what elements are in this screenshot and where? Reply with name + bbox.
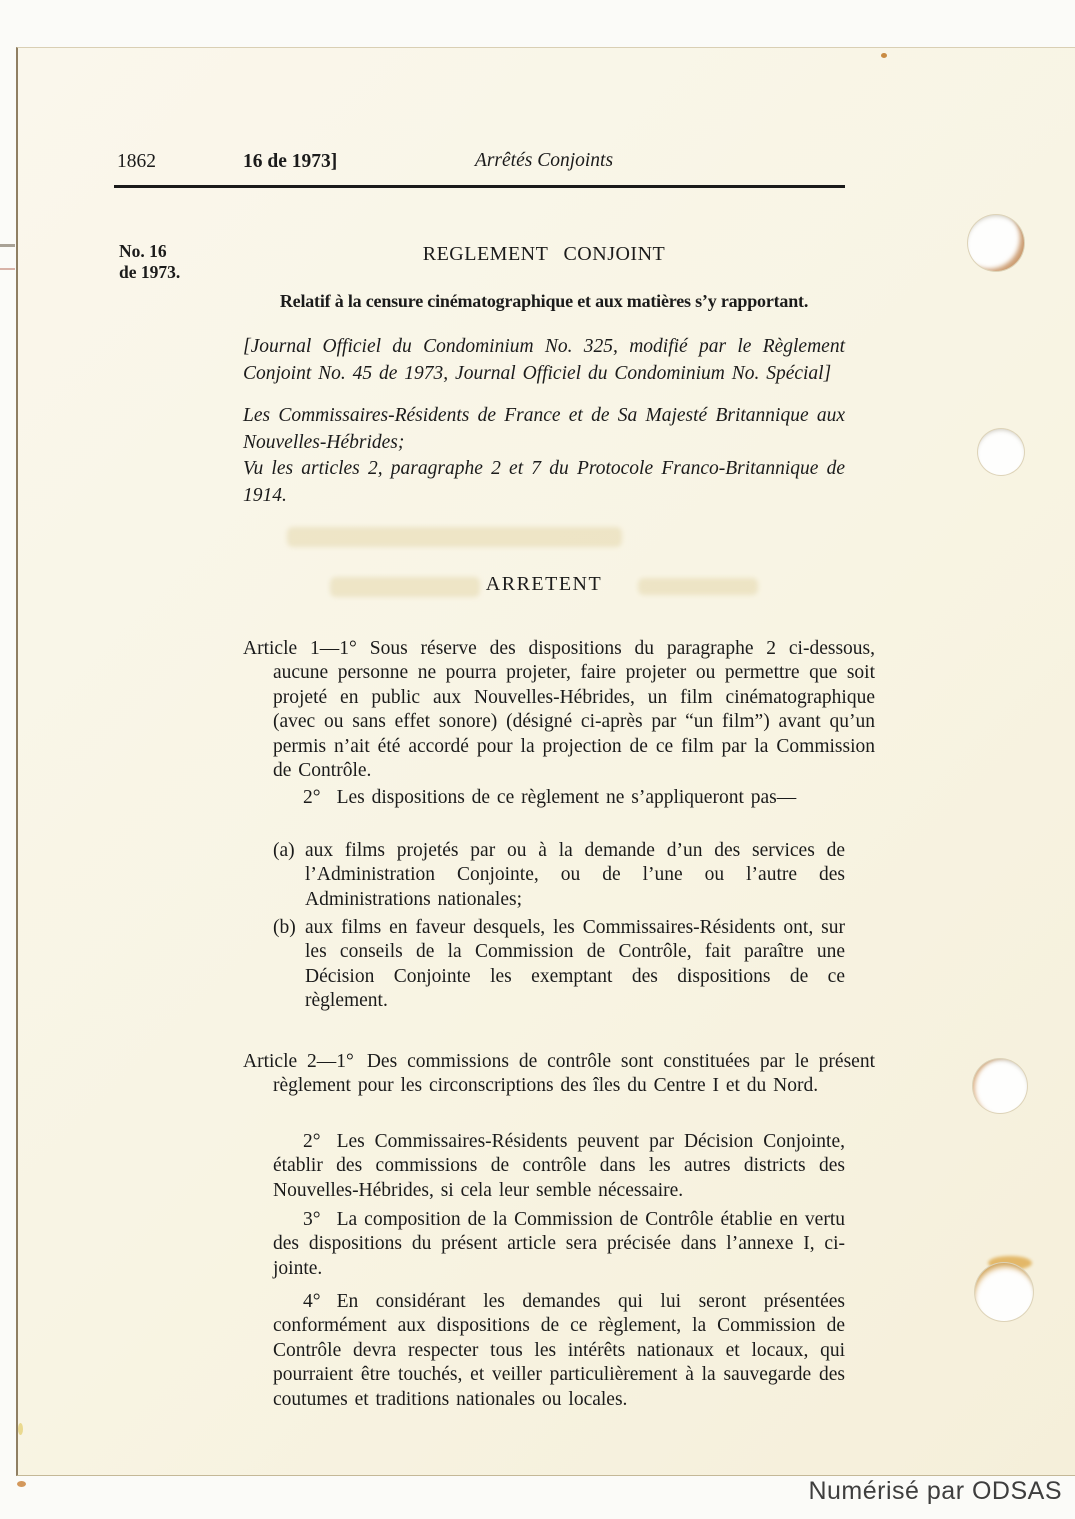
page-number: 1862: [117, 151, 156, 172]
article-2-paragraph-1: [243, 1050, 875, 1099]
header-rule: [114, 185, 845, 188]
running-title: Arrêtés Conjoints: [474, 150, 614, 171]
article-2-paragraph-2-text: Les Commissaires-Résidents peuvent par Décision Conjointe, établir des commissions de contrôle dans les autres districts des Nouvelles-Hébrides, si cela leur semble nécessaire.: [273, 1130, 845, 1201]
article-2-paragraph-2: [273, 1130, 845, 1204]
article-1-paragraph-2-text: Les dispositions de ce règlement ne s’appliqueront pas—: [336, 786, 797, 808]
enactment-heading: ARRETENT: [485, 573, 603, 595]
show-through-smudge: [287, 527, 622, 547]
punch-hole: [968, 215, 1024, 271]
paper-stain: [18, 1423, 23, 1435]
item-b-marker: (b): [273, 916, 296, 938]
rust-speck: [881, 53, 887, 58]
paragraph-3-marker: 3°: [303, 1208, 321, 1230]
scan-edge-mark: [0, 268, 15, 270]
article-2-label: Article 2—1°: [243, 1050, 354, 1072]
scan-edge-mark: [0, 244, 15, 247]
paragraph-4-marker: 4°: [303, 1290, 321, 1312]
article-2-paragraph-4-text: En considérant les demandes qui lui seront présentées conformément aux dispositions de ce règlement, la Commission de Contrôle devra respecter tous les intérêts nationaux et locaux, qui pourraient être touchés, et veiller particulièrement à la sauvegarde des coutumes et traditions nationales ou locales.: [273, 1290, 845, 1410]
item-a-text: aux films projetés par ou à la demande d’un des services de l’Administration Conjointe, ou de l’une ou l’autre des Administrations nationales;: [305, 839, 845, 910]
margin-note-line1: No. 16: [119, 241, 167, 261]
article-2-paragraph-1-text: Des commissions de contrôle sont constituées par le présent règlement pour les circonscriptions des îles du Centre I et du Nord.: [273, 1050, 875, 1096]
document-subtitle: Relatif à la censure cinématographique et aux matières s’y rapportant.: [279, 291, 809, 311]
punch-hole: [975, 1263, 1033, 1321]
item-a-marker: (a): [273, 839, 295, 861]
margin-note: [119, 241, 234, 283]
article-1-item-a: [273, 839, 845, 913]
article-2-paragraph-4: [273, 1290, 845, 1413]
paper-stain: [17, 1481, 26, 1487]
paragraph-2-marker: 2°: [303, 786, 321, 808]
journal-reference: [Journal Officiel du Condominium No. 325, modifié par le Règlement Conjoint No. 45 de 1973, Journal Officiel du Condominium No. Spécial]: [243, 336, 845, 384]
article-1-paragraph-2: [273, 786, 845, 811]
item-b-text: aux films en faveur desquels, les Commissaires-Résidents ont, sur les conseils de la Commission de Contrôle, fait paraître une Décision Conjointe les exemptant des dispositions de ce règlement.: [305, 916, 845, 1011]
document-title: REGLEMENT CONJOINT: [422, 243, 666, 265]
article-1-item-b: [273, 916, 845, 1014]
issue-reference: 16 de 1973]: [243, 151, 338, 172]
article-1-paragraph-1: [243, 637, 875, 784]
scan-credit: Numérisé par ODSAS: [808, 1477, 1062, 1505]
margin-note-line2: de 1973.: [119, 262, 181, 282]
article-2-paragraph-3-text: La composition de la Commission de Contrôle établie en vertu des dispositions du présent article sera précisée dans l’annexe I, ci-jointe.: [273, 1208, 845, 1279]
paragraph-2-marker: 2°: [303, 1130, 321, 1152]
preamble-vu-articles: Vu les articles 2, paragraphe 2 et 7 du Protocole Franco-Britannique de 1914.: [243, 458, 845, 506]
article-2-paragraph-3: [273, 1208, 845, 1282]
preamble-commissioners: Les Commissaires-Résidents de France et de Sa Majesté Britannique aux Nouvelles-Hébrides;: [243, 405, 845, 453]
punch-hole: [978, 429, 1024, 475]
punch-hole: [973, 1059, 1027, 1113]
article-1-paragraph-1-text: Sous réserve des dispositions du paragraphe 2 ci-dessous, aucune personne ne pourra projeter, faire projeter ou permettre que soit projeté en public aux Nouvelles-Hébrides, un film cinématographique (avec ou sans effet sonore) (désigné ci-après par “un film”) avant qu’un permis n’ait été accordé pour la projection de ce film par la Commission de Contrôle.: [273, 637, 876, 781]
article-1-label: Article 1—1°: [243, 637, 357, 659]
